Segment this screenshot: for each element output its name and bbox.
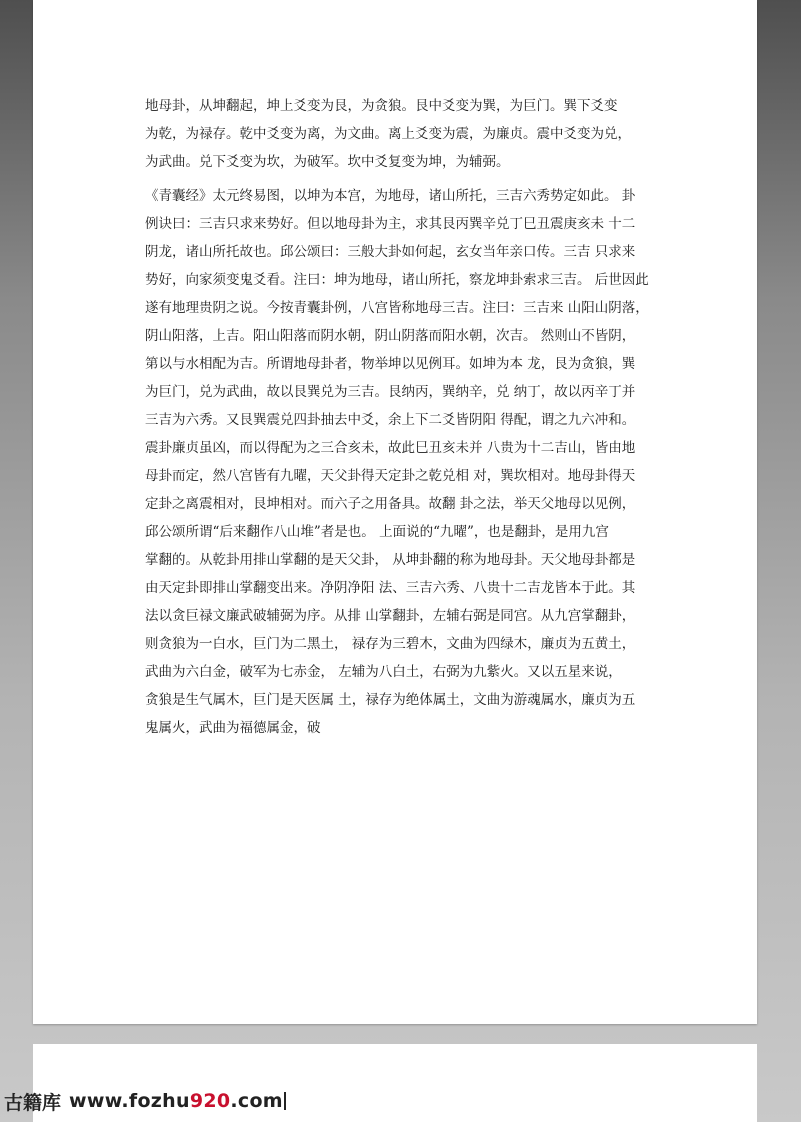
watermark-url-number: 920 bbox=[189, 1090, 231, 1112]
text-line: 遂有地理贵阴之说。今按青囊卦例，八宫皆称地母三吉。注曰：三吉来 山阳山阴落， bbox=[145, 300, 649, 316]
text-line: 势好，向家须变鬼爻看。注曰：坤为地母，诸山所托，察龙坤卦索求三吉。 后世因此 bbox=[145, 272, 649, 288]
text-line: 由天定卦即排山掌翻变出来。净阴净阳 法、三吉六秀、八贵十二吉龙皆本于此。其 bbox=[145, 580, 636, 596]
watermark-url-prefix: www.fozhu bbox=[69, 1090, 190, 1112]
text-line: 贪狼是生气属木，巨门是天医属 土，禄存为绝体属土，文曲为游魂属水，廉贞为五 bbox=[145, 692, 636, 708]
text-line: 震卦廉贞虽凶，而以得配为之三合亥未，故此巳丑亥未并 八贵为十二吉山，皆由地 bbox=[145, 440, 636, 456]
text-line: 地母卦，从坤翻起，坤上爻变为艮，为贪狼。艮中爻变为巽，为巨门。巽下爻变 bbox=[145, 98, 618, 114]
text-line: 武曲为六白金，破军为七赤金， 左辅为八白土，右弼为九紫火。又以五星来说， bbox=[145, 664, 622, 680]
text-line: 掌翻的。从乾卦用排山掌翻的是天父卦， 从坤卦翻的称为地母卦。天父地母卦都是 bbox=[145, 552, 636, 568]
document-page bbox=[33, 0, 757, 1024]
text-line: 为乾，为禄存。乾中爻变为离，为文曲。离上爻变为震，为廉贞。震中爻变为兑， bbox=[145, 126, 631, 142]
text-line: 第以与水相配为吉。所谓地母卦者，物举坤以见例耳。如坤为本 龙，艮为贪狼，巽 bbox=[145, 356, 636, 372]
text-line: 《青囊经》太元终易图，以坤为本宫，为地母，诸山所托，三吉六秀势定如此。 卦 bbox=[145, 188, 636, 204]
text-line: 定卦之离震相对，艮坤相对。而六子之用备具。故翻 卦之法，举天父地母以见例， bbox=[145, 496, 636, 512]
text-line: 则贪狼为一白水，巨门为二黑土， 禄存为三碧木，文曲为四绿木，廉贞为五黄土， bbox=[145, 636, 636, 652]
text-line: 邱公颂所谓“后来翻作八山堆”者是也。 上面说的“九曜”，也是翻卦，是用九宫 bbox=[145, 524, 609, 540]
page-text bbox=[145, 92, 665, 742]
watermark-site-name: 古籍库 bbox=[4, 1091, 62, 1114]
text-line: 母卦而定，然八宫皆有九曜，天父卦得天定卦之乾兑相 对，巽坎相对。地母卦得天 bbox=[145, 468, 636, 484]
watermark-url bbox=[69, 1090, 283, 1112]
site-watermark bbox=[4, 1086, 286, 1116]
watermark-url-suffix: .com bbox=[230, 1090, 283, 1112]
text-line: 法以贪巨禄文廉武破辅弼为序。从排 山掌翻卦，左辅右弼是同宫。从九宫掌翻卦， bbox=[145, 608, 636, 624]
text-line: 例诀曰：三吉只求来势好。但以地母卦为主，求其艮丙巽辛兑丁巳丑震庚亥未 十二 bbox=[145, 216, 636, 232]
text-line: 鬼属火，武曲为福德属金，破 bbox=[145, 720, 321, 736]
text-line: 为武曲。兑下爻变为坎，为破军。坎中爻复变为坤，为辅弼。 bbox=[145, 154, 510, 170]
text-line: 三吉为六秀。又艮巽震兑四卦抽去中爻，余上下二爻皆阴阳 得配，谓之九六冲和。 bbox=[145, 412, 636, 428]
text-line: 阴龙，诸山所托故也。邱公颂曰：三般大卦如何起，玄女当年亲口传。三吉 只求来 bbox=[145, 244, 636, 260]
text-line: 为巨门，兑为武曲，故以艮巽兑为三吉。艮纳丙，巽纳辛，兑 纳丁，故以丙辛丁并 bbox=[145, 384, 636, 400]
text-line: 阴山阳落，上吉。阳山阳落而阴水朝，阴山阴落而阳水朝，次吉。 然则山不皆阴， bbox=[145, 328, 636, 344]
text-cursor bbox=[284, 1092, 286, 1110]
